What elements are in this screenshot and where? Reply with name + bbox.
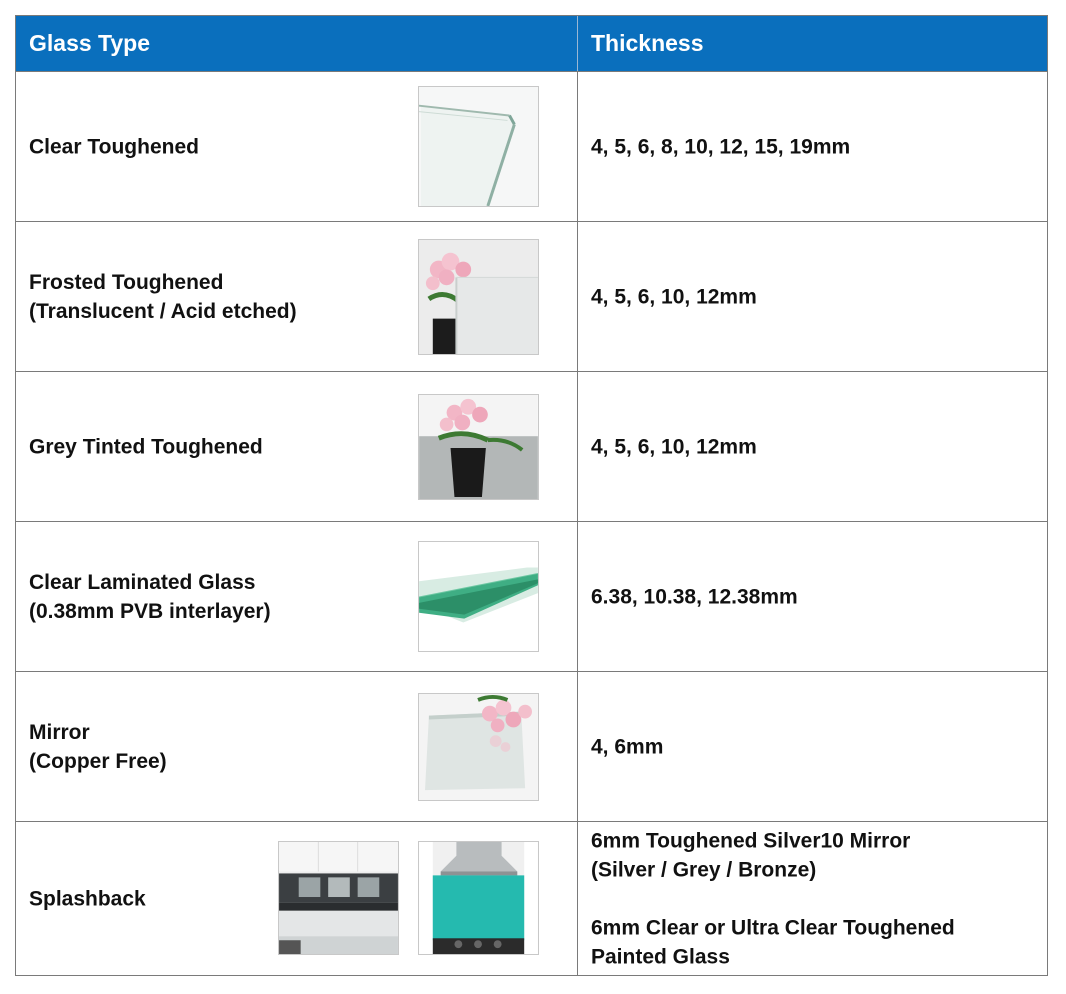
mirror-sample-icon xyxy=(418,693,539,801)
glass-type-name: Clear Laminated Glass (0.38mm PVB interlayer) xyxy=(29,570,271,623)
glass-type-name: Frosted Toughened (Translucent / Acid etched) xyxy=(29,270,297,323)
thickness-value: 4, 6mm xyxy=(591,735,664,758)
table-row xyxy=(16,372,1047,522)
table-row xyxy=(16,222,1047,372)
thickness-value: 6.38, 10.38, 12.38mm xyxy=(591,585,798,608)
table-header-row xyxy=(16,16,1047,72)
thickness-value: 6mm Toughened Silver10 Mirror (Silver / Grey / Bronze) 6mm Clear or Ultra Clear Toughened Painted Glass xyxy=(591,829,955,969)
frosted-glass-sample-icon xyxy=(418,239,539,355)
table-row xyxy=(16,822,1047,976)
header-glass-type: Glass Type xyxy=(16,16,578,71)
clear-glass-sample-icon xyxy=(418,86,539,207)
table-row xyxy=(16,72,1047,222)
glass-type-name: Splashback xyxy=(29,887,146,911)
splashback-kitchen-photo-icon xyxy=(278,841,399,955)
grey-tinted-glass-sample-icon xyxy=(418,394,539,500)
glass-type-name: Clear Toughened xyxy=(29,135,199,158)
thickness-value: 4, 5, 6, 10, 12mm xyxy=(591,285,757,308)
glass-type-name: Grey Tinted Toughened xyxy=(29,435,263,458)
glass-type-name: Mirror (Copper Free) xyxy=(29,720,167,773)
thickness-value: 4, 5, 6, 8, 10, 12, 15, 19mm xyxy=(591,135,851,158)
header-thickness: Thickness xyxy=(591,30,704,56)
thickness-value: 4, 5, 6, 10, 12mm xyxy=(591,435,757,458)
table-row xyxy=(16,522,1047,672)
laminated-glass-sample-icon xyxy=(418,541,539,652)
splashback-teal-glass-photo-icon xyxy=(418,841,539,955)
table-row xyxy=(16,672,1047,822)
glass-type-table xyxy=(15,15,1048,976)
